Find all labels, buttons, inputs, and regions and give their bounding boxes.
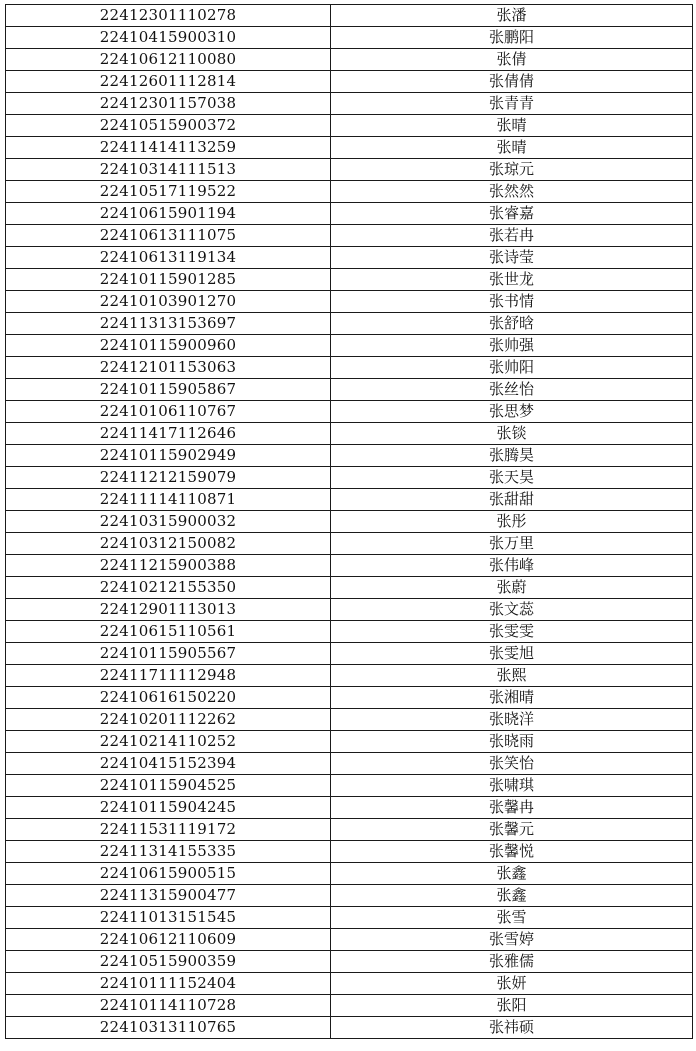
table-row <box>6 467 693 489</box>
student-id-cell: 22411315900477 <box>6 885 331 907</box>
table-row <box>6 93 693 115</box>
table-row <box>6 863 693 885</box>
student-name-cell: 张腾昊 <box>331 445 693 467</box>
table-row <box>6 819 693 841</box>
student-name-cell: 张阳 <box>331 995 693 1017</box>
table-row <box>6 27 693 49</box>
student-id-cell: 22410115905867 <box>6 379 331 401</box>
student-id-cell: 22411215900388 <box>6 555 331 577</box>
student-name-cell: 张鑫 <box>331 885 693 907</box>
student-id-cell: 22410312150082 <box>6 533 331 555</box>
student-id-cell: 22410114110728 <box>6 995 331 1017</box>
student-id-cell: 22410517119522 <box>6 181 331 203</box>
student-id-cell: 22410615900515 <box>6 863 331 885</box>
table-row <box>6 423 693 445</box>
student-id-cell: 22410115900960 <box>6 335 331 357</box>
table-row <box>6 401 693 423</box>
student-id-cell: 22412301157038 <box>6 93 331 115</box>
student-name-cell: 张晴 <box>331 115 693 137</box>
student-name-cell: 张甜甜 <box>331 489 693 511</box>
table-row <box>6 269 693 291</box>
table-row <box>6 577 693 599</box>
student-id-cell: 22410615110561 <box>6 621 331 643</box>
table-row <box>6 247 693 269</box>
student-name-cell: 张青青 <box>331 93 693 115</box>
student-id-cell: 22410613111075 <box>6 225 331 247</box>
student-name-cell: 张祎硕 <box>331 1017 693 1039</box>
table-row <box>6 335 693 357</box>
student-name-cell: 张蔚 <box>331 577 693 599</box>
student-name-cell: 张湘晴 <box>331 687 693 709</box>
student-id-cell: 22410415900310 <box>6 27 331 49</box>
student-name-cell: 张笑怡 <box>331 753 693 775</box>
student-name-cell: 张倩倩 <box>331 71 693 93</box>
table-row <box>6 533 693 555</box>
table-row <box>6 555 693 577</box>
student-id-cell: 22410115901285 <box>6 269 331 291</box>
table-row <box>6 621 693 643</box>
student-name-cell: 张馨冉 <box>331 797 693 819</box>
table-row <box>6 929 693 951</box>
student-name-cell: 张书情 <box>331 291 693 313</box>
student-name-cell: 张晓雨 <box>331 731 693 753</box>
student-id-cell: 22410515900372 <box>6 115 331 137</box>
student-id-cell: 22410515900359 <box>6 951 331 973</box>
table-row <box>6 687 693 709</box>
student-name-cell: 张帅阳 <box>331 357 693 379</box>
student-id-cell: 22411414113259 <box>6 137 331 159</box>
student-id-cell: 22410201112262 <box>6 709 331 731</box>
student-id-cell: 22410612110080 <box>6 49 331 71</box>
student-name-cell: 张雅儒 <box>331 951 693 973</box>
student-id-cell: 22410612110609 <box>6 929 331 951</box>
student-name-cell: 张彤 <box>331 511 693 533</box>
student-name-cell: 张熙 <box>331 665 693 687</box>
roster-table-body <box>6 5 693 1039</box>
student-name-cell: 张雪婷 <box>331 929 693 951</box>
student-name-cell: 张妍 <box>331 973 693 995</box>
student-name-cell: 张琼元 <box>331 159 693 181</box>
student-id-cell: 22410214110252 <box>6 731 331 753</box>
student-id-cell: 22410615901194 <box>6 203 331 225</box>
table-row <box>6 709 693 731</box>
table-row <box>6 357 693 379</box>
student-name-cell: 张馨元 <box>331 819 693 841</box>
table-row <box>6 181 693 203</box>
table-row <box>6 775 693 797</box>
student-id-cell: 22410415152394 <box>6 753 331 775</box>
student-id-cell: 22411417112646 <box>6 423 331 445</box>
student-name-cell: 张鹏阳 <box>331 27 693 49</box>
student-id-cell: 22410103901270 <box>6 291 331 313</box>
student-name-cell: 张丝怡 <box>331 379 693 401</box>
student-id-cell: 22410314111513 <box>6 159 331 181</box>
student-id-cell: 22411114110871 <box>6 489 331 511</box>
table-row <box>6 599 693 621</box>
table-row <box>6 885 693 907</box>
student-id-cell: 22411314155335 <box>6 841 331 863</box>
student-name-cell: 张帅强 <box>331 335 693 357</box>
student-name-cell: 张馨悦 <box>331 841 693 863</box>
student-name-cell: 张锬 <box>331 423 693 445</box>
student-id-cell: 22410115904525 <box>6 775 331 797</box>
student-id-cell: 22410315900032 <box>6 511 331 533</box>
student-id-cell: 22410313110765 <box>6 1017 331 1039</box>
table-row <box>6 643 693 665</box>
table-row <box>6 753 693 775</box>
table-row <box>6 1017 693 1039</box>
student-id-cell: 22410212155350 <box>6 577 331 599</box>
student-id-cell: 22411013151545 <box>6 907 331 929</box>
table-row <box>6 731 693 753</box>
table-row <box>6 203 693 225</box>
table-row <box>6 511 693 533</box>
table-row <box>6 159 693 181</box>
table-row <box>6 951 693 973</box>
student-id-cell: 22412901113013 <box>6 599 331 621</box>
student-name-cell: 张文蕊 <box>331 599 693 621</box>
table-row <box>6 995 693 1017</box>
table-row <box>6 797 693 819</box>
student-name-cell: 张晴 <box>331 137 693 159</box>
student-id-cell: 22410111152404 <box>6 973 331 995</box>
student-id-cell: 22410616150220 <box>6 687 331 709</box>
table-row <box>6 225 693 247</box>
table-row <box>6 71 693 93</box>
student-name-cell: 张世龙 <box>331 269 693 291</box>
student-id-cell: 22411212159079 <box>6 467 331 489</box>
student-id-cell: 22411531119172 <box>6 819 331 841</box>
student-id-cell: 22410115902949 <box>6 445 331 467</box>
table-row <box>6 5 693 27</box>
student-id-cell: 22411711112948 <box>6 665 331 687</box>
student-id-cell: 22410106110767 <box>6 401 331 423</box>
student-name-cell: 张倩 <box>331 49 693 71</box>
student-id-cell: 22410115905567 <box>6 643 331 665</box>
student-name-cell: 张睿嘉 <box>331 203 693 225</box>
table-row <box>6 313 693 335</box>
table-row <box>6 841 693 863</box>
student-name-cell: 张雯雯 <box>331 621 693 643</box>
student-name-cell: 张鑫 <box>331 863 693 885</box>
table-row <box>6 445 693 467</box>
student-name-cell: 张若冉 <box>331 225 693 247</box>
student-id-cell: 22411313153697 <box>6 313 331 335</box>
student-id-cell: 22410115904245 <box>6 797 331 819</box>
student-name-cell: 张晓洋 <box>331 709 693 731</box>
roster-table <box>5 4 693 1039</box>
student-name-cell: 张诗莹 <box>331 247 693 269</box>
student-name-cell: 张舒晗 <box>331 313 693 335</box>
table-row <box>6 973 693 995</box>
student-name-cell: 张然然 <box>331 181 693 203</box>
table-row <box>6 489 693 511</box>
table-row <box>6 291 693 313</box>
table-row <box>6 137 693 159</box>
student-name-cell: 张雪 <box>331 907 693 929</box>
student-name-cell: 张万里 <box>331 533 693 555</box>
student-id-cell: 22412601112814 <box>6 71 331 93</box>
student-name-cell: 张潘 <box>331 5 693 27</box>
table-row <box>6 907 693 929</box>
student-name-cell: 张伟峰 <box>331 555 693 577</box>
table-row <box>6 115 693 137</box>
table-row <box>6 49 693 71</box>
student-id-cell: 22410613119134 <box>6 247 331 269</box>
table-row <box>6 665 693 687</box>
student-name-cell: 张思梦 <box>331 401 693 423</box>
student-id-cell: 22412101153063 <box>6 357 331 379</box>
student-name-cell: 张雯旭 <box>331 643 693 665</box>
student-name-cell: 张天昊 <box>331 467 693 489</box>
student-name-cell: 张啸琪 <box>331 775 693 797</box>
table-row <box>6 379 693 401</box>
student-id-cell: 22412301110278 <box>6 5 331 27</box>
